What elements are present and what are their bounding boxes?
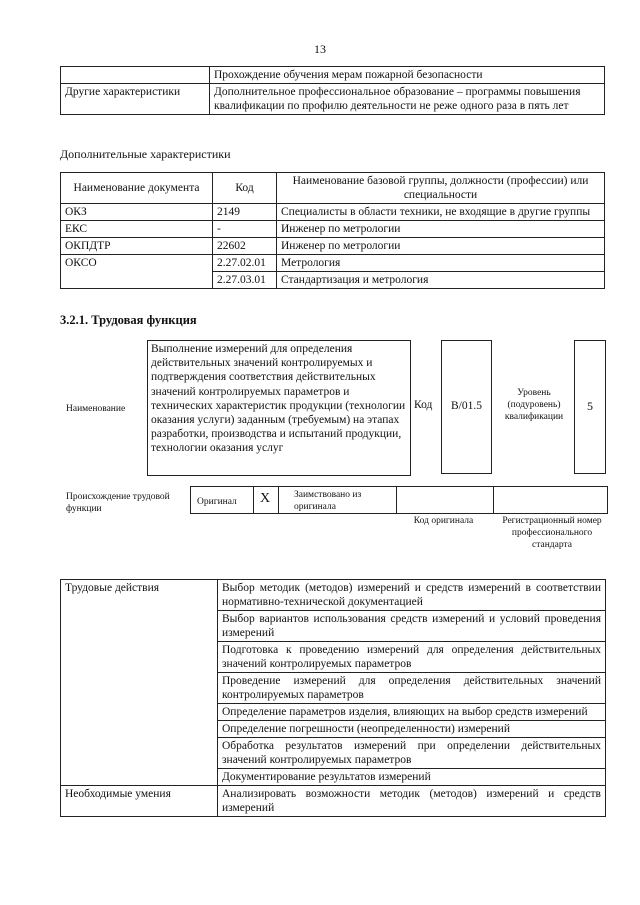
table-cell: 22602 [213,238,277,255]
origin-row [190,486,608,514]
table-row [61,84,605,115]
table-header-row [61,173,605,204]
action-item: Документирование результатов измерений [218,769,606,786]
level-box [574,340,606,474]
page-number: 13 [314,42,326,56]
classifiers-table [60,172,605,289]
skill-item: Анализировать возможности методик (методов) измерений и средств измерений [218,786,606,817]
table-cell: 2149 [213,204,277,221]
origin-reg-label: Регистрационный номер профессионального стандарта [502,516,602,550]
section-title: 3.2.1. Трудовая функция [60,313,197,327]
table-row [61,221,605,238]
column-header: Код [213,173,277,204]
divider [278,487,279,513]
divider [396,487,397,513]
function-name-box: Выполнение измерений для определения действительных значений контролируемых и подтверждения соответствия действительных значений контролируемых параметров и технических характеристик продукции (технологии оказания услуги) заданным (требуемым) на этапах разработки, производства и испытаний продукции, технологии оказания услуг [147,340,411,476]
table-cell: Инженер по метрологии [277,238,605,255]
action-item: Подготовка к проведению измерений для определения действительных значений контролируемых параметров [218,642,606,673]
table-cell: ОКПДТР [61,238,213,255]
divider [493,487,494,513]
table-row [61,786,606,817]
table-cell: Метрология [277,255,605,272]
actions-label: Трудовые действия [61,580,218,786]
table-cell: Стандартизация и метрология [277,272,605,289]
origin-borrowed-label: Заимствовано из оригинала [294,490,362,512]
labor-actions-table [60,579,606,817]
table-row [61,255,605,272]
table-cell: ОКЗ [61,204,213,221]
skills-label: Необходимые умения [61,786,218,817]
origin-original-label: Оригинал [197,497,237,507]
column-header: Наименование документа [61,173,213,204]
table-cell: 2.27.03.01 [213,272,277,289]
table-row [61,204,605,221]
row-label: Другие характеристики [61,84,210,115]
action-item: Проведение измерений для определения действительных значений контролируемых параметров [218,673,606,704]
column-header: Наименование базовой группы, должности (профессии) или специальности [277,173,605,204]
table-cell: Специалисты в области техники, не входящие в другие группы [277,204,605,221]
row-label [61,67,210,84]
origin-code-label: Код оригинала [413,516,474,526]
action-item: Выбор вариантов использования средств измерений и условий проведения измерений [218,611,606,642]
table-cell: ОКСО [61,255,213,289]
origin-label: Происхождение трудовой функции [66,492,170,514]
function-name-label: Наименование [66,404,126,414]
table-row [61,67,605,84]
level-label: Уровень (подуровень) квалификации [504,388,564,422]
function-code-label: Код [414,399,433,411]
table-cell: Инженер по метрологии [277,221,605,238]
table-row [61,238,605,255]
origin-mark: X [259,491,271,506]
table-cell: ЕКС [61,221,213,238]
row-value: Дополнительное профессиональное образование – программы повышения квалификации по профилю деятельности не реже одного раза в пять лет [210,84,605,115]
function-code-box [441,340,492,474]
function-code-value: B/01.5 [451,400,482,412]
other-characteristics-table [60,66,605,115]
table-cell: - [213,221,277,238]
additional-characteristics-title: Дополнительные характеристики [60,147,231,161]
row-value: Прохождение обучения мерам пожарной безопасности [210,67,605,84]
level-value: 5 [587,399,593,413]
action-item: Обработка результатов измерений при определении действительных значений контролируемых параметров [218,738,606,769]
table-cell: 2.27.02.01 [213,255,277,272]
action-item: Определение погрешности (неопределенности) измерений [218,721,606,738]
action-item: Выбор методик (методов) измерений и средств измерений в соответствии нормативно-технической документацией [218,580,606,611]
table-row [61,580,606,611]
action-item: Определение параметров изделия, влияющих на выбор средств измерений [218,704,606,721]
